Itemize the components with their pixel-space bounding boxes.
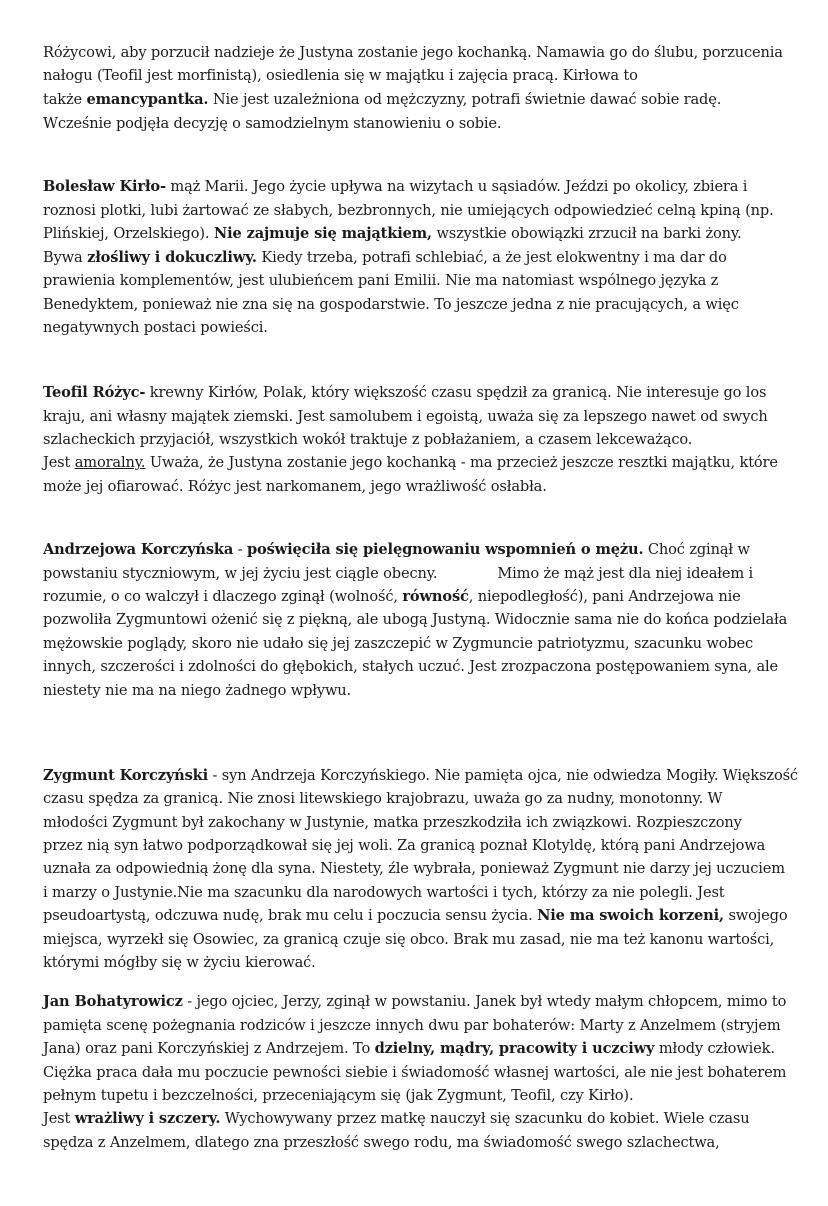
text-line: może jej ofiarować. Różyc jest narkomanem, jego wrażliwość osłabła.: [43, 478, 547, 495]
text-line: Ciężka praca dała mu poczucie pewności siebie i świadomość własnej wartości, ale nie jest bohaterem: [43, 1064, 787, 1081]
text-line: i marzy o Justynie.Nie ma szacunku dla narodowych wartości i tych, którzy za nie polegli. Jest: [43, 884, 725, 901]
text-line: czasu spędza za granicą. Nie znosi litewskiego krajobrazu, uważa go za nudny, monotonny. W: [43, 790, 723, 807]
emphasis: Nie ma swoich korzeni,: [537, 907, 724, 924]
text-line: rozumie, o co walczył i dlaczego zginął (wolność, równość, niepodległość), pani Andrzejowa nie: [43, 588, 741, 605]
character-name: Bolesław Kirło-: [43, 178, 166, 195]
emphasis: równość: [402, 588, 469, 605]
text-line: Jest amoralny. Uważa, że Justyna zostanie jego kochanką - ma przecież jeszcze resztki majątku, które: [43, 454, 778, 471]
text-line: pozwoliła Zygmuntowi ożenić się z piękną, ale ubogą Justyną. Widocznie sama nie do końca podzielała: [43, 611, 788, 628]
text-line: Andrzejowa Korczyńska - poświęciła się pielęgnowaniu wspomnień o mężu. Choć zginął w: [43, 541, 750, 558]
text-line: spędza z Anzelmem, dlatego zna przeszłość swego rodu, ma świadomość swego szlachectwa,: [43, 1134, 720, 1151]
text-line: nałogu (Teofil jest morfinistą), osiedlenia się w majątku i zajęcia pracą. Kirłowa to: [43, 67, 638, 84]
emphasis: dzielny, mądry, pracowity i uczciwy: [374, 1040, 655, 1057]
character-name: Teofil Różyc-: [43, 384, 146, 401]
text-line: Bolesław Kirło- mąż Marii. Jego życie upływa na wizytach u sąsiadów. Jeździ po okolicy, zbiera i: [43, 178, 748, 195]
text-line: Różycowi, aby porzucił nadzieje że Justyna zostanie jego kochanką. Namawia go do ślubu, porzucenia: [43, 44, 783, 61]
text-line: powstaniu styczniowym, w jej życiu jest ciągle obecny. Mimo że mąż jest dla niej ideałem i: [43, 565, 754, 582]
text-line: Jan Bohatyrowicz - jego ojciec, Jerzy, zginął w powstaniu. Janek był wtedy małym chłopcem, mimo to: [43, 993, 787, 1010]
text-line: szlacheckich przyjaciół, wszystkich wokół traktuje z pobłażaniem, a czasem lekceważąco.: [43, 431, 693, 448]
emphasis: poświęciła się pielęgnowaniu wspomnień o mężu.: [246, 541, 644, 558]
text-line: którymi mógłby się w życiu kierować.: [43, 954, 316, 971]
text-line: pamięta scenę pożegnania rodziców i jeszcze innych dwu par bohaterów: Marty z Anzelmem (stryjem: [43, 1017, 781, 1034]
text-line: Jest wrażliwy i szczery. Wychowywany przez matkę nauczył się szacunku do kobiet. Wiele czasu: [43, 1110, 750, 1127]
text-line: kraju, ani własny majątek ziemski. Jest samolubem i egoistą, uważa się za lepszego nawet od swych: [43, 408, 768, 425]
character-name: Jan Bohatyrowicz: [43, 993, 183, 1010]
character-name: Zygmunt Korczyński: [43, 767, 209, 784]
text-line: Zygmunt Korczyński - syn Andrzeja Korczyńskiego. Nie pamięta ojca, nie odwiedza Mogiły. Większość: [43, 767, 798, 784]
text-line: Jana) oraz pani Korczyńskiej z Andrzejem. To dzielny, mądry, pracowity i uczciwy młody człowiek.: [43, 1040, 775, 1057]
text-line: uznała za odpowiednią żonę dla syna. Niestety, źle wybrała, ponieważ Zygmunt nie darzy jej uczuciem: [43, 860, 785, 877]
underlined-term: amoralny.: [74, 454, 146, 471]
text-line: innych, szczerości i zdolności do głębokich, stałych uczuć. Jest zrozpaczona postępowaniem syna, ale: [43, 658, 779, 675]
text-line: prawienia komplementów, jest ulubieńcem pani Emilii. Nie ma natomiast wspólnego języka z: [43, 272, 719, 289]
text-line: mężowskie poglądy, skoro nie udało się jej zaszczepić w Zygmuncie patriotyzmu, szacunku wobec: [43, 635, 754, 652]
text-line: także emancypantka. Nie jest uzależniona od mężczyzny, potrafi świetnie dawać sobie radę.: [43, 91, 722, 108]
text-line: Bywa złośliwy i dokuczliwy. Kiedy trzeba, potrafi schlebiać, a że jest elokwentny i ma dar do: [43, 249, 727, 266]
text-line: młodości Zygmunt był zakochany w Justynie, matka przeszkodziła ich związkowi. Rozpieszczony: [43, 814, 742, 831]
emphasis: Nie zajmuje się majątkiem,: [213, 225, 432, 242]
text-line: negatywnych postaci powieści.: [43, 319, 268, 336]
text-line: Plińskiej, Orzelskiego). Nie zajmuje się majątkiem, wszystkie obowiązki zrzucił na barki żony.: [43, 225, 742, 242]
emphasis: emancypantka.: [86, 91, 209, 108]
text-line: miejsca, wyrzekł się Osowiec, za granicą czuje się obco. Brak mu zasad, nie ma też kanonu wartości,: [43, 931, 775, 948]
text-line: Wcześnie podjęła decyzję o samodzielnym stanowieniu o sobie.: [43, 115, 502, 132]
text-line: Benedyktem, ponieważ nie zna się na gospodarstwie. To jeszcze jedna z nie pracujących, a więc: [43, 296, 739, 313]
emphasis: złośliwy i dokuczliwy.: [87, 249, 257, 266]
text-line: niestety nie ma na niego żadnego wpływu.: [43, 682, 352, 699]
emphasis: wrażliwy i szczery.: [74, 1110, 221, 1127]
text-line: pełnym tupetu i bezczelności, przeceniającym się (jak Zygmunt, Teofil, czy Kirło).: [43, 1087, 634, 1104]
text-line: pseudoartystą, odczuwa nudę, brak mu celu i poczucia sensu życia. Nie ma swoich korzeni, swojego: [43, 907, 788, 924]
character-name: Andrzejowa Korczyńska: [43, 541, 234, 558]
text-line: roznosi plotki, lubi żartować ze słabych, bezbronnych, nie umiejących odpowiedzieć celną kpiną (np.: [43, 202, 774, 219]
text-line: przez nią syn łatwo podporządkował się jej woli. Za granicą poznał Klotyldę, którą pani Andrzejowa: [43, 837, 766, 854]
text-line: Teofil Różyc- krewny Kirłów, Polak, który większość czasu spędził za granicą. Nie interesuje go los: [43, 384, 767, 401]
